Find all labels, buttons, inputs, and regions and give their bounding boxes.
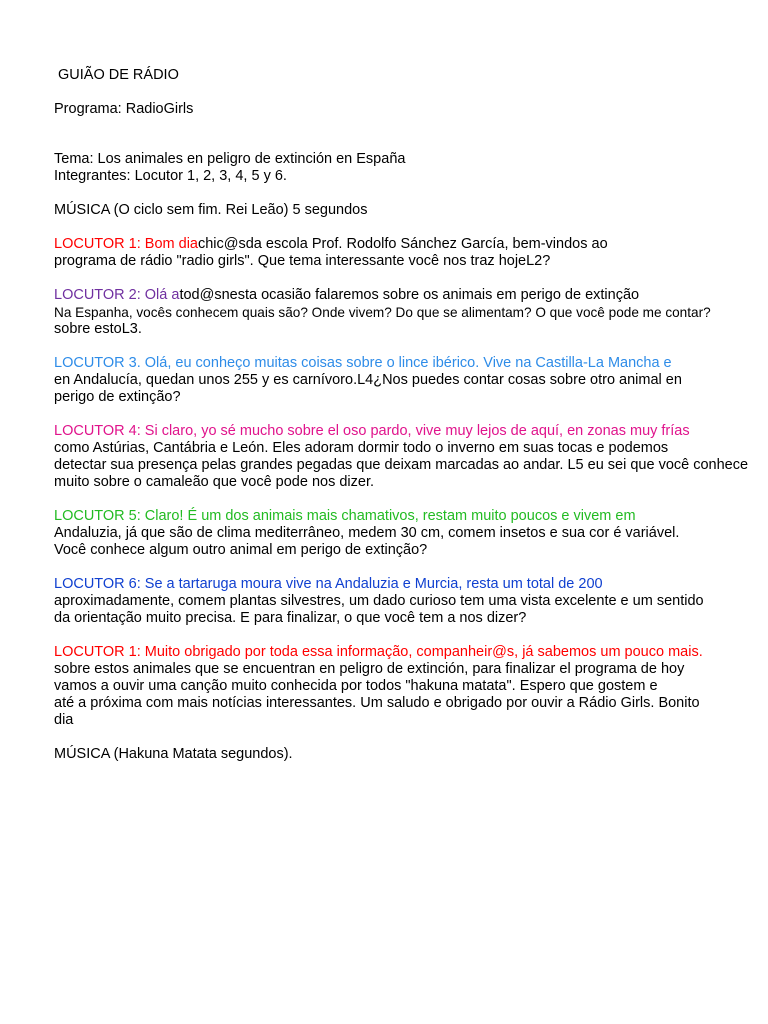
speaker-text: dia bbox=[54, 712, 74, 728]
speaker-text: sobre estos animales que se encuentran en peligro de extinción, para finalizar el programa de hoy bbox=[54, 661, 685, 677]
speaker-3-block bbox=[54, 355, 768, 406]
speaker-text: programa de rádio "radio girls". Que tema interessante você nos traz hojeL2? bbox=[54, 253, 551, 269]
speaker-text: até a próxima com mais notícias interessantes. Um saludo e obrigado por ouvir a Rádio Girls. Bonito bbox=[54, 695, 700, 711]
speaker-1-block bbox=[54, 236, 768, 270]
speaker-6-label: LOCUTOR 6: Se a tartaruga moura vive na Andaluzia e Murcia, resta um total de 200 bbox=[54, 576, 603, 592]
speaker-3-label: LOCUTOR 3. Olá, eu conheço muitas coisas sobre o lince ibérico. Vive na Castilla-La Mancha e bbox=[54, 355, 672, 371]
speaker-6-block bbox=[54, 576, 768, 627]
speaker-line bbox=[54, 236, 768, 253]
speaker-text: muito sobre o camaleão que você pode nos dizer. bbox=[54, 474, 375, 490]
speaker-2-label: LOCUTOR 2: Olá a bbox=[54, 287, 180, 303]
speaker-line bbox=[54, 287, 768, 304]
speaker-text: sobre estoL3. bbox=[54, 321, 142, 337]
speaker-4-label: LOCUTOR 4: Si claro, yo sé mucho sobre el oso pardo, vive muy lejos de aquí, en zonas muy frías bbox=[54, 423, 690, 439]
theme-line: Tema: Los animales en peligro de extinción en España bbox=[54, 151, 406, 167]
intro-music-cue: MÚSICA (O ciclo sem fim. Rei Leão) 5 segundos bbox=[54, 202, 368, 218]
document-title: GUIÃO DE RÁDIO bbox=[58, 67, 179, 83]
speaker-text: detectar sua presença pelas grandes pegadas que deixam marcadas ao andar. L5 eu sei que você conhece bbox=[54, 457, 749, 473]
speaker-2-block bbox=[54, 287, 768, 338]
speaker-5-label: LOCUTOR 5: Claro! É um dos animais mais chamativos, restam muito poucos e vivem em bbox=[54, 508, 636, 524]
speaker-text: Andaluzia, já que são de clima mediterrâneo, medem 30 cm, comem insetos e sua cor é variável. bbox=[54, 525, 680, 541]
program-name: Programa: RadioGirls bbox=[54, 101, 194, 117]
speaker-text: da orientação muito precisa. E para finalizar, o que você tem a nos dizer? bbox=[54, 610, 527, 626]
speaker-text: Você conhece algum outro animal em perigo de extinção? bbox=[54, 542, 428, 558]
speaker-text: vamos a ouvir uma canção muito conhecida por todos "hakuna matata". Espero que gostem e bbox=[54, 678, 658, 694]
speaker-1-closing-block bbox=[54, 644, 768, 729]
radio-script bbox=[54, 67, 768, 763]
speaker-text: chic@sda escola Prof. Rodolfo Sánchez García, bem-vindos ao bbox=[197, 236, 608, 252]
speaker-4-block bbox=[54, 423, 768, 491]
speaker-text: perigo de extinção? bbox=[54, 389, 181, 405]
members-line: Integrantes: Locutor 1, 2, 3, 4, 5 y 6. bbox=[54, 168, 287, 184]
speaker-text: Na Espanha, vocês conhecem quais são? Onde vivem? Do que se alimentam? O que você pode me contar? bbox=[54, 305, 711, 320]
speaker-text: en Andalucía, quedan unos 255 y es carnívoro.L4¿Nos puedes contar cosas sobre otro animal en bbox=[54, 372, 682, 388]
speaker-text: aproximadamente, comem plantas silvestres, um dado curioso tem uma vista excelente e um sentido bbox=[54, 593, 704, 609]
speaker-1-label: LOCUTOR 1: Bom dia bbox=[54, 236, 198, 252]
speaker-text: como Astúrias, Cantábria e León. Eles adoram dormir todo o inverno em suas tocas e podemos bbox=[54, 440, 669, 456]
speaker-text: tod@snesta ocasião falaremos sobre os animais em perigo de extinção bbox=[179, 287, 640, 303]
final-music-cue: MÚSICA (Hakuna Matata segundos). bbox=[54, 746, 293, 762]
speaker-5-block bbox=[54, 508, 768, 559]
speaker-1-label: LOCUTOR 1: Muito obrigado por toda essa informação, companheir@s, já sabemos um pouco mais. bbox=[54, 644, 703, 660]
